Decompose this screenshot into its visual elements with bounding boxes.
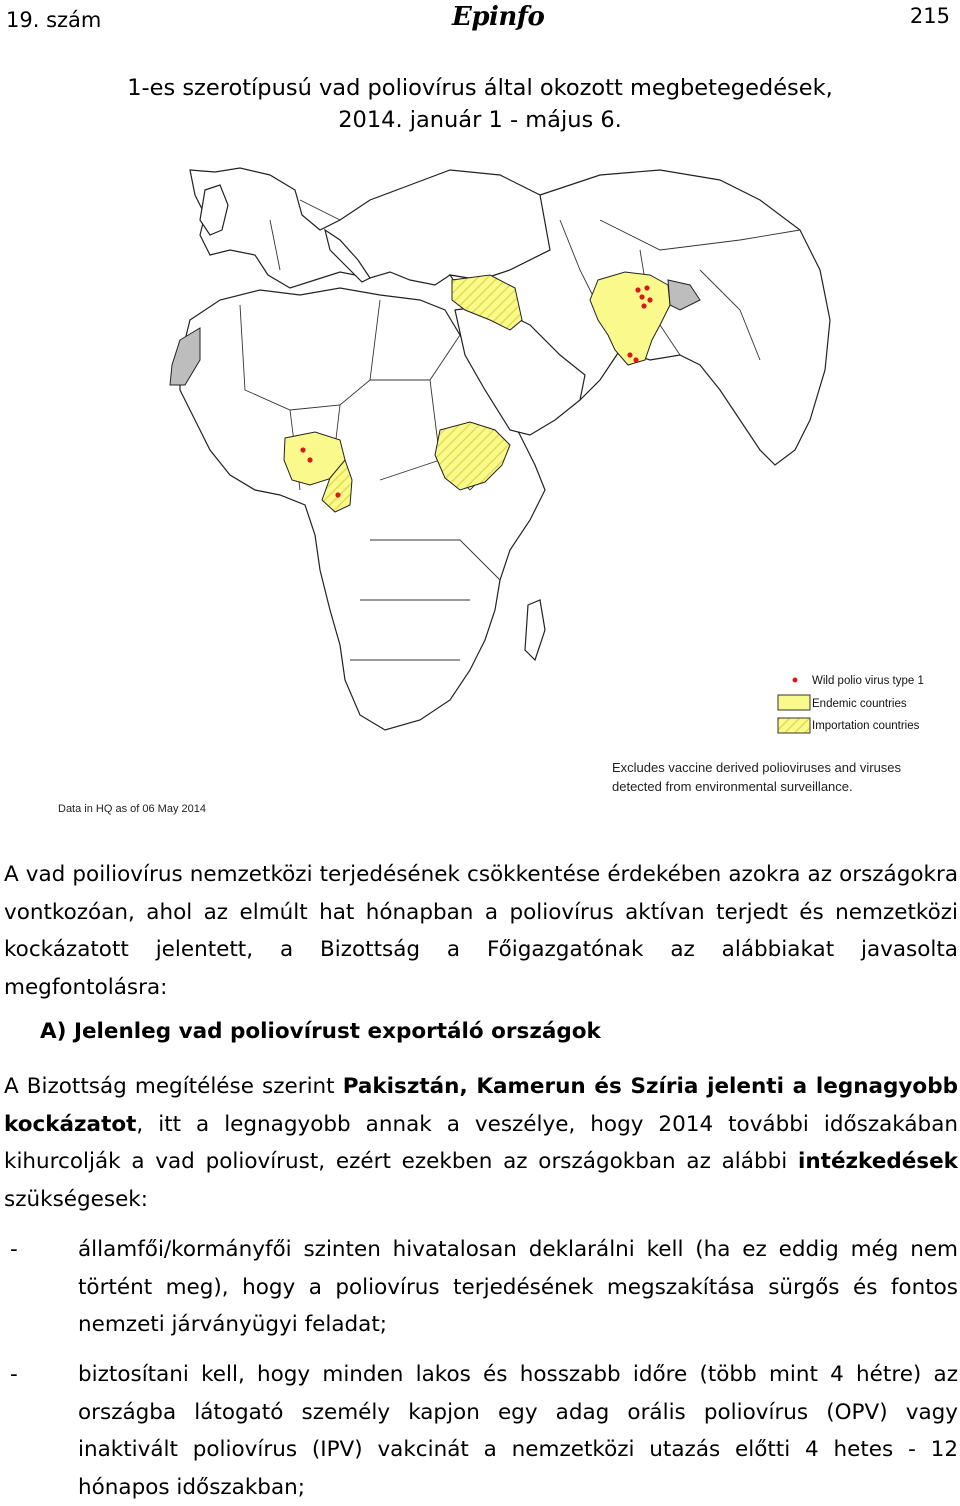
bullet-text: államfői/kormányfői szinten hivatalosan deklarálni kell (ha ez eddig még nem történt meg), hogy a poliovírus terjedésének megszakítása sürgős és fontos nemzeti járványügyi feladat; (78, 1237, 958, 1337)
epinfo-logo: Epinfo (452, 2, 545, 32)
legend-endemic-label: Endemic countries (812, 698, 907, 710)
bullet-item (4, 1231, 958, 1344)
map-title-line1: 1-es szerotípusú vad poliovírus által okozott megbetegedések, (127, 75, 833, 101)
map-title-line2: 2014. január 1 - május 6. (338, 107, 622, 133)
map-title (0, 72, 960, 136)
bullet-dash: - (10, 1362, 18, 1387)
risk-paragraph (4, 1068, 958, 1218)
risk-text-part1: A Bizottság megítélése szerint (4, 1074, 343, 1099)
risk-text-part3: szükségesek: (4, 1186, 148, 1212)
map-note-line2: detected from environmental surveillance. (612, 779, 853, 794)
polio-map (40, 160, 940, 830)
bullet-item (4, 1356, 958, 1506)
issue-number: 19. szám (6, 8, 102, 32)
map-legend (778, 675, 924, 733)
measures-bold: intézkedések (797, 1149, 958, 1174)
legend-wpv1-label: Wild polio virus type 1 (812, 675, 924, 687)
europe-landmass (190, 168, 560, 288)
page-header (0, 0, 960, 40)
intro-paragraph: A vad poiliovírus nemzetközi terjedésének csökkentése érdekében azokra az országokra vontkozóan, ahol az elmúlt hat hónapban a poliovírus aktívan terjedt és nemzetközi kockázatott jelentett, a Bizottság a Főigazgatónak az alábbiakat javasolta megfontolásra: (4, 862, 958, 1000)
bullet-dash: - (10, 1237, 18, 1262)
map-data-date: Data in HQ as of 06 May 2014 (58, 803, 206, 815)
bullet-text: biztosítani kell, hogy minden lakos és hosszabb időre (több mint 4 hétre) az országba látogató személy kapjon egy adag orális poliovírus (OPV) vagy inaktivált poliovírus (IPV) vakcinát a nemzetközi utazás előtti 4 hetes - 12 hónapos időszakban; (78, 1362, 958, 1500)
map-note-line1: Excludes vaccine derived polioviruses and viruses (612, 760, 902, 775)
section-subheading: A) Jelenleg vad poliovírust exportáló országok (40, 1019, 601, 1044)
legend-endemic-swatch (778, 695, 810, 710)
page-number: 215 (909, 4, 950, 28)
madagascar-landmass (525, 600, 545, 660)
risk-countries-bold: Pakisztán, Kamerun és Szíria jelenti a legnagyobb kockázatot (4, 1074, 958, 1137)
legend-case-symbol (793, 678, 798, 683)
legend-importation-swatch (778, 718, 810, 733)
legend-importation-label: Importation countries (812, 720, 920, 732)
risk-text-part2: , itt a legnagyobb annak a veszélye, hogy 2014 további időszakában kihurcolják a vad poliovírust, ezért ezekben az országokban az alábbi (4, 1111, 958, 1174)
